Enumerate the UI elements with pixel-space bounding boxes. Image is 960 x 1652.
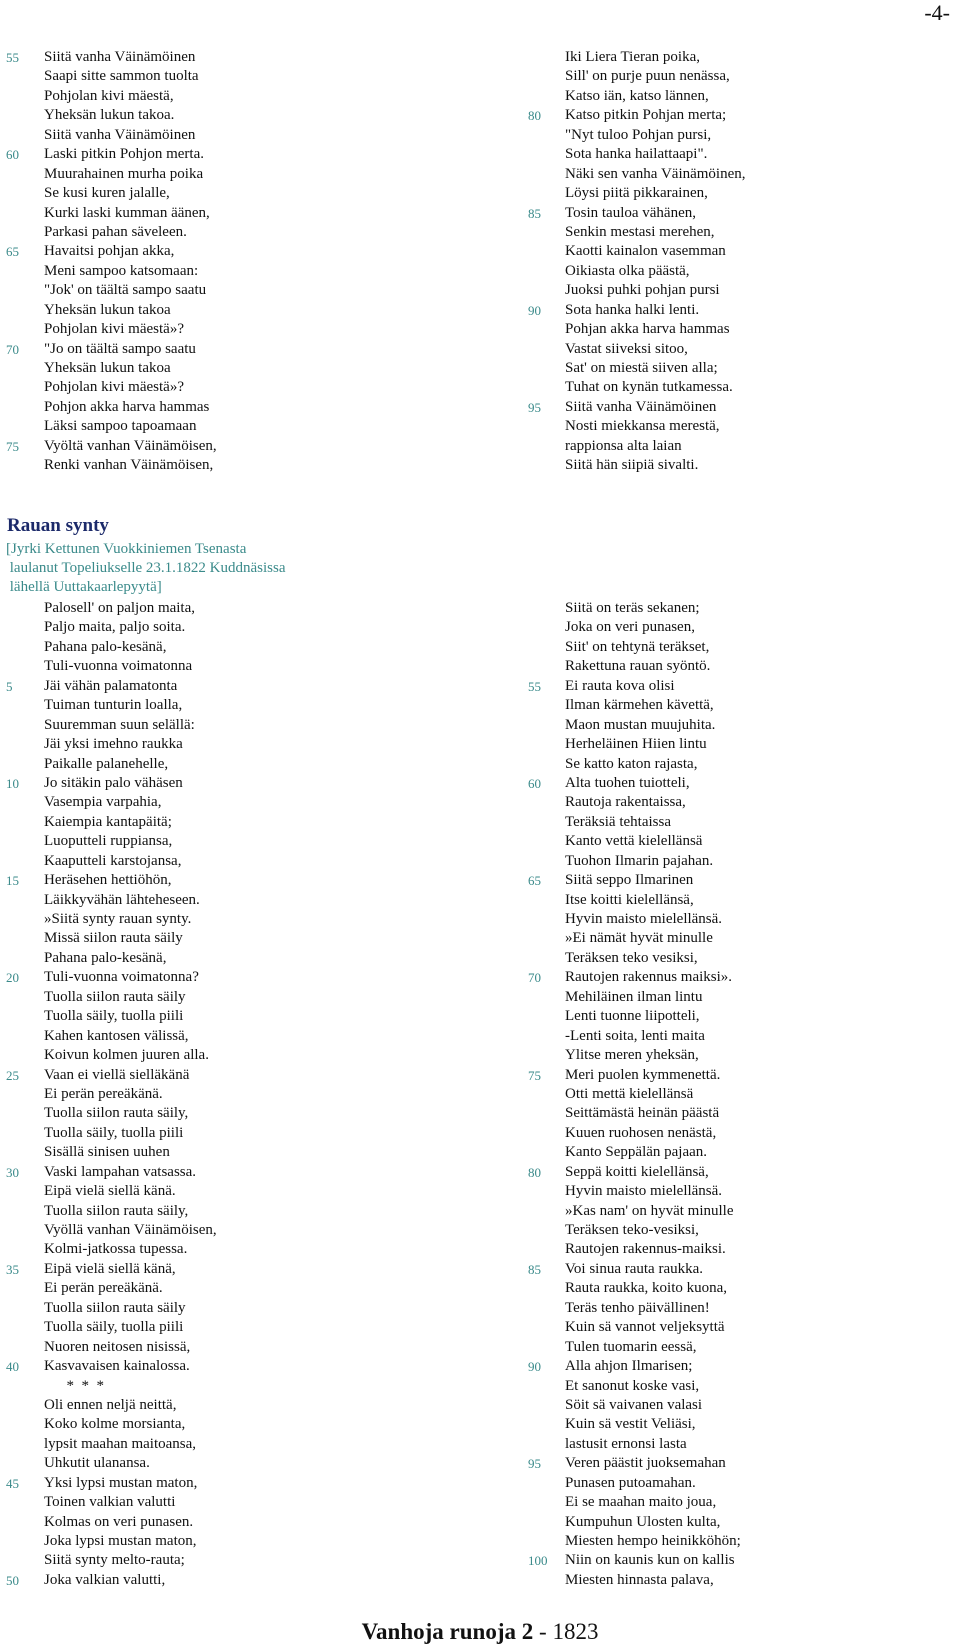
verse-text: Jäi yksi imehno raukka — [44, 736, 183, 753]
verse-text: Koivun kolmen juuren alla. — [44, 1047, 209, 1064]
verse-text: Vaski lampahan vatsassa. — [44, 1163, 197, 1180]
source-line: laulanut Topeliukselle 23.1.1822 Kuddnäsissa — [6, 560, 286, 577]
verse-text: Teräksiä tehtaissa — [565, 813, 671, 830]
verse-text: Paljo maita, paljo soita. — [44, 619, 186, 636]
line-number: 85 — [528, 205, 541, 221]
line-number: 30 — [6, 1164, 19, 1180]
line-number: 5 — [6, 678, 13, 694]
verse-text: Rautoja rakentaissa, — [565, 794, 686, 811]
verse-text: Alla ahjon Ilmarisen; — [565, 1358, 693, 1375]
verse-text: Pohjolan kivi mäestä»? — [44, 321, 184, 338]
verse-text: Palosell' on paljon maita, — [44, 600, 196, 616]
verse-text: »Kas nam' on hyvät minulle — [565, 1202, 734, 1219]
verse-text: Kaaputteli karstojansa, — [44, 852, 182, 869]
line-number: 25 — [6, 1067, 19, 1083]
line-number: 80 — [528, 108, 541, 124]
verse-text: lypsit maahan maitoansa, — [44, 1435, 197, 1452]
verse-text: Ylitse meren yheksän, — [565, 1047, 699, 1064]
verse-text: Ei se maahan maito joua, — [565, 1494, 717, 1511]
verse-text: Tuiman tunturin loalla, — [44, 697, 183, 714]
verse-text: Pahana palo-kesänä, — [44, 638, 167, 655]
verse-text: Tuolla siilon rauta säily, — [44, 1105, 189, 1122]
footer-year: 1823 — [552, 1619, 599, 1644]
verse-text: Tulen tuomarin eessä, — [565, 1338, 697, 1355]
verse-text: Pohjolan kivi mäestä»? — [44, 379, 184, 396]
source-line: lähellä Uuttakaarlepyytä] — [6, 579, 162, 596]
verse-text: Jäi vähän palamatonta — [44, 677, 178, 694]
verse-text: Kuuen ruohosen nenästä, — [565, 1124, 717, 1141]
verse-text: Havaitsi pohjan akka, — [44, 243, 175, 260]
verse-text: Veren päästit juoksemahan — [565, 1455, 726, 1472]
verse-text: Sat' on miestä siiven alla; — [565, 360, 718, 376]
verse-text: Tuohon Ilmarin pajahan. — [565, 852, 714, 869]
verse-text: Siitä vanha Väinämöinen — [565, 398, 717, 415]
verse-text: Teräksen teko vesiksi, — [565, 949, 698, 966]
verse-text: Pahana palo-kesänä, — [44, 949, 167, 966]
footer-title: Vanhoja runoja 2 — [361, 1619, 534, 1644]
verse-text: Jo sitäkin palo vähäsen — [44, 774, 183, 791]
verse-text: Vastat siiveksi sitoo, — [565, 340, 688, 357]
verse-text: Joka lypsi mustan maton, — [44, 1533, 197, 1549]
verse-text: Punasen putoamahan. — [565, 1474, 696, 1491]
verse-text: Siitä seppo Ilmarinen — [565, 872, 694, 889]
verse-text: Tuhat on kynän tutkamessa. — [565, 379, 733, 396]
verse-text: Sisällä sinisen uuhen — [44, 1144, 170, 1161]
verse-text: Kurki laski kumman äänen, — [44, 204, 210, 221]
verse-text: Toinen valkian valutti — [44, 1494, 176, 1511]
verse-text: Seppä koitti kielellänsä, — [565, 1163, 709, 1180]
line-number: 90 — [528, 1359, 541, 1375]
verse-text: lastusit ernonsi lasta — [565, 1435, 687, 1452]
verse-text: Rautojen rakennus-maiksi. — [565, 1241, 726, 1258]
line-number: 65 — [528, 873, 541, 889]
verse-text: Löysi piitä pikkarainen, — [565, 185, 708, 202]
verse-text: Maon mustan muujuhita. — [565, 716, 716, 733]
verse-text: Voi sinua rauta raukka. — [565, 1260, 704, 1277]
verse-text: Ilman kärmehen kävettä, — [565, 697, 714, 714]
verse-text: Tuolla säily, tuolla piili — [44, 1124, 184, 1141]
verse-text: Rauta raukka, koito kuona, — [565, 1280, 728, 1297]
verse-text: Pohjolan kivi mäestä, — [44, 87, 174, 104]
verse-text: Luoputteli ruppiansa, — [44, 833, 173, 850]
verse-text: Kasvavaisen kainalossa. — [44, 1358, 190, 1375]
line-number: 40 — [6, 1359, 19, 1375]
line-number: 95 — [528, 1456, 541, 1472]
verse-text: Mehiläinen ilman lintu — [565, 988, 703, 1005]
verse-text: Miesten hinnasta palava, — [565, 1571, 714, 1588]
verse-text: Kanto vettä kielellänsä — [565, 833, 703, 850]
verse-text: Yheksän lukun takoa — [44, 360, 171, 376]
verse-text: Nuoren neitosen nisissä, — [44, 1338, 191, 1355]
line-number: 35 — [6, 1261, 19, 1277]
verse-text: Muurahainen murha poika — [44, 165, 204, 182]
verse-text: Vaan ei viellä sielläkänä — [44, 1066, 190, 1083]
verse-text: rappionsa alta laian — [565, 437, 682, 454]
verse-text: Tuli-vuonna voimatonna? — [44, 969, 199, 986]
verse-text: Laski pitkin Pohjon merta. — [44, 146, 204, 163]
verse-text: Kuin sä vannot veljeksyttä — [565, 1319, 725, 1336]
page-number: -4- — [924, 0, 950, 25]
verse-text: Ei perän pereäkänä. — [44, 1085, 163, 1102]
verse-text: Lenti tuonne liipotteli, — [565, 1008, 700, 1025]
verse-text: Kaotti kainalon vasemman — [565, 243, 726, 260]
verse-text: Tuolla säily, tuolla piili — [44, 1008, 184, 1025]
verse-text: Kuin sä vestit Veliäsi, — [565, 1416, 696, 1433]
line-number: 70 — [6, 341, 19, 357]
line-number: 50 — [6, 1572, 19, 1588]
verse-text: Oikiasta olka päästä, — [565, 262, 690, 279]
verse-text: Nosti miekkansa merestä, — [565, 418, 720, 435]
line-number: 80 — [528, 1164, 541, 1180]
verse-text: Niin on kaunis kun on kallis — [565, 1552, 735, 1569]
verse-text: Teräksen teko-vesiksi, — [565, 1222, 699, 1238]
source-line: [Jyrki Kettunen Vuokkiniemen Tsenasta — [6, 541, 247, 557]
verse-text: Et sanonut koske vasi, — [565, 1377, 700, 1394]
verse-text: Hyvin maisto mielellänsä. — [565, 1183, 723, 1200]
verse-text: Kumpuhun Ulosten kulta, — [565, 1513, 721, 1530]
verse-text: Katso iän, katso lännen, — [565, 87, 709, 104]
verse-text: Sota hanka hailattaapi". — [565, 146, 708, 163]
line-number: 95 — [528, 399, 541, 415]
verse-text: Tuolla siilon rauta säily — [44, 1299, 186, 1316]
verse-text: Sota hanka halki lenti. — [565, 301, 700, 318]
line-number: 20 — [6, 970, 19, 986]
verse-text: Kolmas on veri punasen. — [44, 1513, 194, 1530]
verse-text: Eipä vielä siellä känä. — [44, 1183, 176, 1200]
page-footer — [0, 1619, 960, 1645]
verse-text: Tuolla siilon rauta säily, — [44, 1202, 189, 1219]
verse-text: Otti mettä kielellänsä — [565, 1085, 694, 1102]
verse-text: "Jok' on täältä sampo saatu — [44, 282, 207, 299]
verse-text: Kaiempia kantapäitä; — [44, 813, 172, 830]
section-title: Rauan synty — [7, 515, 109, 536]
verse-text: Yheksän lukun takoa — [44, 301, 171, 318]
line-number: 85 — [528, 1261, 541, 1277]
verse-text: Kolmi-jatkossa tupessa. — [44, 1241, 188, 1258]
source-note — [6, 540, 285, 598]
verse-text: Läikkyvähän lähteheseen. — [44, 891, 200, 908]
verse-text: Kahen kantosen välissä, — [44, 1027, 189, 1044]
line-number: 100 — [528, 1553, 548, 1569]
verse-text: »Ei nämät hyvät minulle — [565, 930, 713, 947]
verse-text: Alta tuohen tuiotteli, — [565, 774, 690, 791]
verse-text: Teräs tenho päivällinen! — [565, 1299, 710, 1316]
verse-text: Tosin tauloa vähänen, — [565, 204, 696, 221]
verse-text: Itse koitti kielellänsä, — [565, 891, 694, 908]
line-number: 15 — [6, 873, 19, 889]
verse-text: Siitä synty melto-rauta; — [44, 1552, 185, 1569]
verse-text: Se katto katon rajasta, — [565, 755, 698, 772]
line-number: 75 — [528, 1067, 541, 1083]
line-number: 55 — [528, 678, 541, 694]
verse-text: Heräsehen hettiöhön, — [44, 872, 172, 889]
verse-text: -Lenti soita, lenti maita — [565, 1027, 705, 1044]
verse-text: Tuolla siilon rauta säily — [44, 988, 186, 1005]
verse-text: »Siitä synty rauan synty. — [44, 911, 192, 927]
verse-text: Meri puolen kymmenettä. — [565, 1066, 721, 1083]
verse-text: Meni sampoo katsomaan: — [44, 262, 199, 279]
verse-text: Siit' on tehtynä teräkset, — [565, 638, 710, 655]
verse-text: * * * — [44, 1377, 104, 1394]
line-number: 45 — [6, 1475, 19, 1491]
verse-text: Herheläinen Hiien lintu — [565, 736, 707, 753]
line-number: 75 — [6, 438, 19, 454]
verse-text: Hyvin maisto mielellänsä. — [565, 911, 723, 927]
verse-text: Renki vanhan Väinämöisen, — [44, 457, 214, 474]
verse-text: Se kusi kuren jalalle, — [44, 185, 170, 202]
verse-text: Suuremman suun selällä: — [44, 716, 195, 733]
verse-text: Senkin mestasi merehen, — [565, 223, 715, 240]
verse-text: "Nyt tuloo Pohjan pursi, — [565, 126, 712, 143]
verse-text: Sill' on purje puun nenässa, — [565, 68, 730, 85]
verse-text: Siitä vanha Väinämöinen — [44, 126, 196, 143]
verse-text: Kanto Seppälän pajaan. — [565, 1144, 708, 1161]
verse-text: Parkasi pahan säveleen. — [44, 223, 187, 240]
verse-text: Paikalle palanehelle, — [44, 755, 169, 772]
verse-text: Seittämästä heinän päästä — [565, 1105, 720, 1122]
verse-text: Miesten hempo heinikköhön; — [565, 1533, 741, 1549]
verse-text: Eipä vielä siellä känä, — [44, 1260, 176, 1277]
verse-text: Vasempia varpahia, — [44, 794, 162, 811]
verse-text: Tuli-vuonna voimatonna — [44, 658, 193, 675]
verse-text: Saapi sitte sammon tuolta — [44, 68, 199, 85]
verse-text: Katso pitkin Pohjan merta; — [565, 107, 727, 124]
verse-text: Koko kolme morsianta, — [44, 1416, 186, 1433]
verse-text: Uhkutit ulanansa. — [44, 1455, 150, 1472]
line-number: 70 — [528, 970, 541, 986]
line-number: 90 — [528, 302, 541, 318]
verse-text: Ei perän pereäkänä. — [44, 1280, 163, 1297]
line-number: 65 — [6, 244, 19, 260]
verse-text: Iki Liera Tieran poika, — [565, 49, 700, 65]
verse-text: Läksi sampoo tapoamaan — [44, 418, 197, 435]
verse-text: Söit sä vaivanen valasi — [565, 1396, 703, 1413]
verse-text: Pohjon akka harva hammas — [44, 398, 210, 415]
line-number: 60 — [6, 147, 19, 163]
verse-text: Ei rauta kova olisi — [565, 677, 675, 694]
verse-text: Vyöllä vanhan Väinämöisen, — [44, 1222, 217, 1238]
verse-text: Siitä hän siipiä sivalti. — [565, 457, 699, 474]
verse-text: Oli ennen neljä neittä, — [44, 1396, 177, 1413]
verse-text: Rautojen rakennus maiksi». — [565, 969, 733, 986]
line-number: 60 — [528, 775, 541, 791]
verse-text: Pohjan akka harva hammas — [565, 321, 730, 338]
line-number: 55 — [6, 50, 19, 65]
line-number: 10 — [6, 775, 19, 791]
verse-text: Joka valkian valutti, — [44, 1571, 166, 1588]
footer-separator: - — [533, 1619, 553, 1644]
verse-text: Siitä on teräs sekanen; — [565, 600, 700, 616]
verse-text: Juoksi puhki pohjan pursi — [565, 282, 720, 299]
verse-text: Missä siilon rauta säily — [44, 930, 183, 947]
verse-text: Yksi lypsi mustan maton, — [44, 1474, 198, 1491]
verse-text: Siitä vanha Väinämöinen — [44, 49, 196, 65]
verse-text: Yheksän lukun takoa. — [44, 107, 175, 124]
verse-text: Rakettuna rauan syöntö. — [565, 658, 711, 675]
verse-text: "Jo on täältä sampo saatu — [44, 340, 196, 357]
verse-text: Vyöltä vanhan Väinämöisen, — [44, 437, 217, 454]
verse-text: Joka on veri punasen, — [565, 619, 695, 636]
verse-text: Näki sen vanha Väinämöinen, — [565, 165, 746, 182]
verse-text: Tuolla säily, tuolla piili — [44, 1319, 184, 1336]
